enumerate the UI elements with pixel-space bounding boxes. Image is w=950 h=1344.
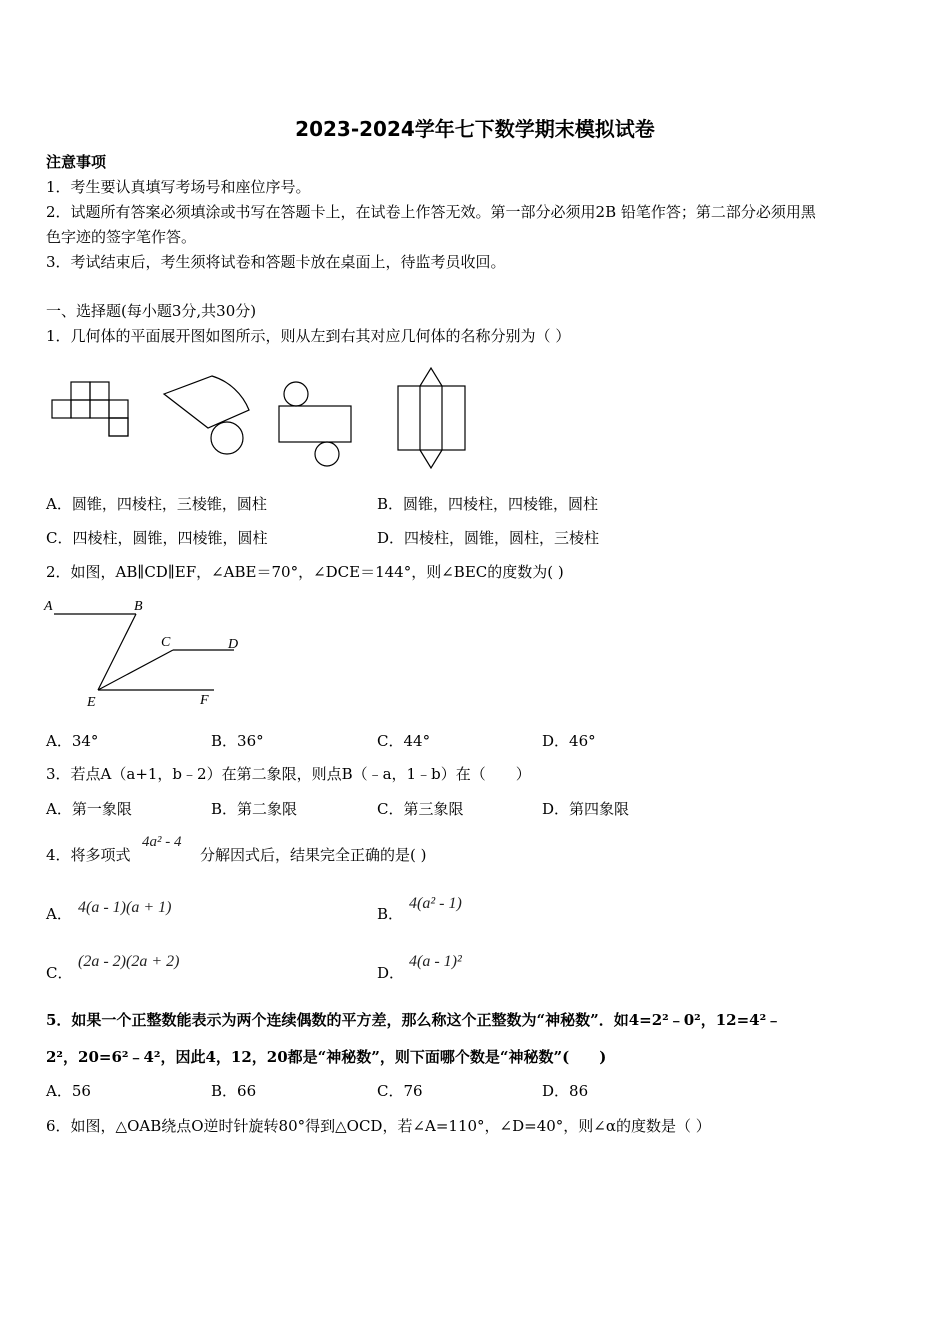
q1-nets-figure [46, 362, 486, 472]
q3-option-c[interactable]: C．第三象限 [377, 800, 464, 818]
label-d: D [228, 637, 239, 652]
q1-option-d[interactable]: D．四棱柱，圆锥，圆柱，三棱柱 [377, 529, 600, 547]
q3-option-a[interactable]: A．第一象限 [46, 800, 132, 818]
q4-option-c-label[interactable]: C． [46, 964, 73, 982]
q2-option-c[interactable]: C．44° [377, 732, 431, 750]
notice-heading: 注意事项 [46, 153, 107, 171]
section-heading: 一、选择题(每小题3分,共30分) [46, 302, 257, 320]
q5-option-b[interactable]: B．66 [211, 1082, 257, 1100]
cylinder-net-figure [279, 382, 351, 466]
q5-stem-line1: 5．如果一个正整数能表示为两个连续偶数的平方差，那么称这个正整数为“神秘数”．如4=2²﹣0²，12=4²﹣ [46, 1011, 782, 1029]
q4-option-b-label[interactable]: B． [377, 905, 404, 923]
label-a: A [44, 599, 53, 614]
cube-net-figure [52, 382, 128, 436]
q1-option-c[interactable]: C．四棱柱，圆锥，四棱锥，圆柱 [46, 529, 268, 547]
q5-stem-line2: 2²，20=6²﹣4²，因此4，12，20都是“神秘数”，则下面哪个数是“神秘数”( ) [46, 1048, 607, 1066]
q3-option-d[interactable]: D．第四象限 [542, 800, 630, 818]
label-e: E [87, 695, 96, 710]
q5-option-c[interactable]: C．76 [377, 1082, 423, 1100]
label-f: F [200, 693, 209, 708]
q2-stem: 2．如图，AB∥CD∥EF，∠ABE＝70°，∠DCE＝144°，则∠BEC的度数为( ) [46, 563, 564, 581]
q4-option-c-expr[interactable]: (2a - 2)(2a + 2) [78, 953, 180, 970]
q2-parallel-lines-figure [40, 594, 250, 712]
notice-item-3: 3．考试结束后，考生须将试卷和答题卡放在桌面上，待监考员收回。 [46, 253, 506, 271]
cone-net-figure [164, 376, 249, 454]
label-c: C [161, 635, 171, 650]
notice-item-1: 1．考生要认真填写考场号和座位序号。 [46, 178, 311, 196]
line-ce [98, 650, 173, 690]
q2-option-b[interactable]: B．36° [211, 732, 264, 750]
q1-option-b[interactable]: B．圆锥，四棱柱，四棱锥，圆柱 [377, 495, 599, 513]
q2-option-a[interactable]: A．34° [46, 732, 99, 750]
q5-option-a[interactable]: A．56 [46, 1082, 91, 1100]
page-title: 2023-2024学年七下数学期末模拟试卷 [295, 117, 655, 141]
q5-option-d[interactable]: D．86 [542, 1082, 589, 1100]
q2-option-d[interactable]: D．46° [542, 732, 596, 750]
q3-stem: 3．若点A（a+1，b﹣2）在第二象限，则点B（﹣a，1﹣b）在（ ） [46, 765, 531, 783]
prism-net-figure [398, 368, 465, 468]
q1-stem: 1．几何体的平面展开图如图所示，则从左到右其对应几何体的名称分别为（ ） [46, 327, 571, 345]
q4-option-b-expr[interactable]: 4(a² - 1) [409, 895, 462, 912]
q4-stem-post: 分解因式后，结果完全正确的是( ) [200, 846, 427, 864]
q4-stem-pre: 4．将多项式 [46, 846, 131, 864]
q4-expression: 4a² - 4 [142, 834, 182, 850]
notice-item-2-cont: 色字迹的签字笔作答。 [46, 228, 197, 246]
q4-option-d-label[interactable]: D． [377, 964, 405, 982]
q4-option-a-label[interactable]: A． [46, 905, 72, 923]
q6-stem: 6．如图，△OAB绕点O逆时针旋转80°得到△OCD，若∠A=110°，∠D=40°，则∠α的度数是（ ） [46, 1117, 711, 1135]
notice-item-2: 2．试题所有答案必须填涂或书写在答题卡上，在试卷上作答无效。第一部分必须用2B 铅笔作答；第二部分必须用黑 [46, 203, 816, 221]
q4-option-a-expr[interactable]: 4(a - 1)(a + 1) [78, 899, 172, 916]
label-b: B [134, 599, 143, 614]
q4-option-d-expr[interactable]: 4(a - 1)² [409, 953, 462, 970]
line-be [98, 614, 136, 690]
q3-option-b[interactable]: B．第二象限 [211, 800, 298, 818]
q1-option-a[interactable]: A．圆锥，四棱柱，三棱锥，圆柱 [46, 495, 267, 513]
